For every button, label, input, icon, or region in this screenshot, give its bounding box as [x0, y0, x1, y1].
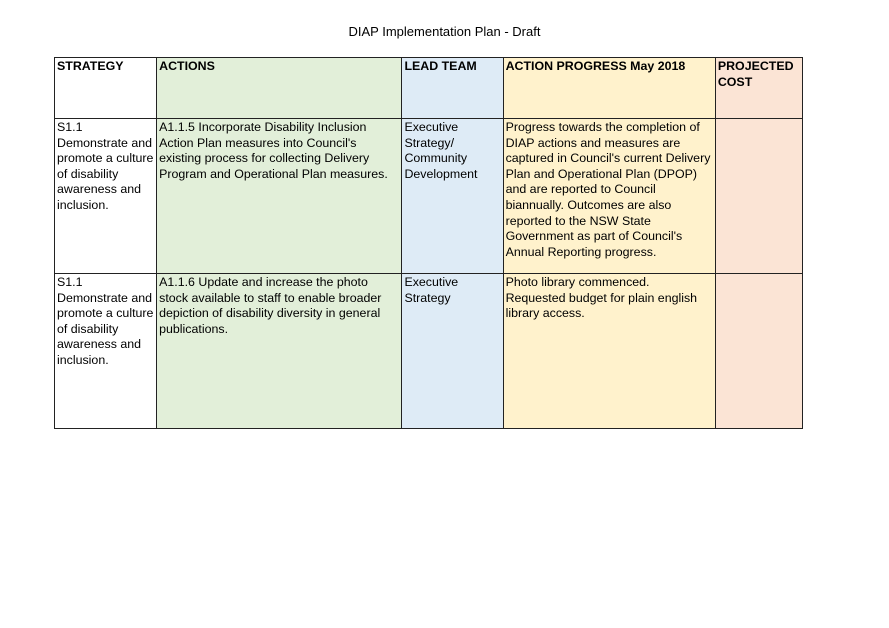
document-title: DIAP Implementation Plan - Draft: [348, 24, 541, 39]
cell-lead-team: Executive Strategy: [402, 274, 503, 429]
cell-actions: A1.1.6 Update and increase the photo stock available to staff to enable broader depiction of disability diversity in general publications.: [157, 274, 402, 429]
cell-action-progress: Progress towards the completion of DIAP actions and measures are captured in Council's current Delivery Plan and Operational Plan (DPOP) and are reported to Council biannually. Outcomes are also reported to the NSW State Government as part of Council's Annual Reporting progress.: [503, 119, 715, 274]
header-actions: ACTIONS: [157, 58, 402, 119]
implementation-plan-table: [54, 57, 803, 429]
cell-projected-cost: [715, 119, 802, 274]
cell-lead-team: Executive Strategy/ Community Development: [402, 119, 503, 274]
table-header-row: [55, 58, 803, 119]
header-projected-cost: PROJECTED COST: [715, 58, 802, 119]
header-lead-team: LEAD TEAM: [402, 58, 503, 119]
cell-projected-cost: [715, 274, 802, 429]
cell-strategy: S1.1 Demonstrate and promote a culture of disability awareness and inclusion.: [55, 119, 157, 274]
header-action-progress: ACTION PROGRESS May 2018: [503, 58, 715, 119]
header-strategy: STRATEGY: [55, 58, 157, 119]
cell-strategy: S1.1 Demonstrate and promote a culture of disability awareness and inclusion.: [55, 274, 157, 429]
table-row: [55, 274, 803, 429]
cell-action-progress: Photo library commenced. Requested budget for plain english library access.: [503, 274, 715, 429]
cell-actions: A1.1.5 Incorporate Disability Inclusion Action Plan measures into Council's existing process for collecting Delivery Program and Operational Plan measures.: [157, 119, 402, 274]
table-row: [55, 119, 803, 274]
